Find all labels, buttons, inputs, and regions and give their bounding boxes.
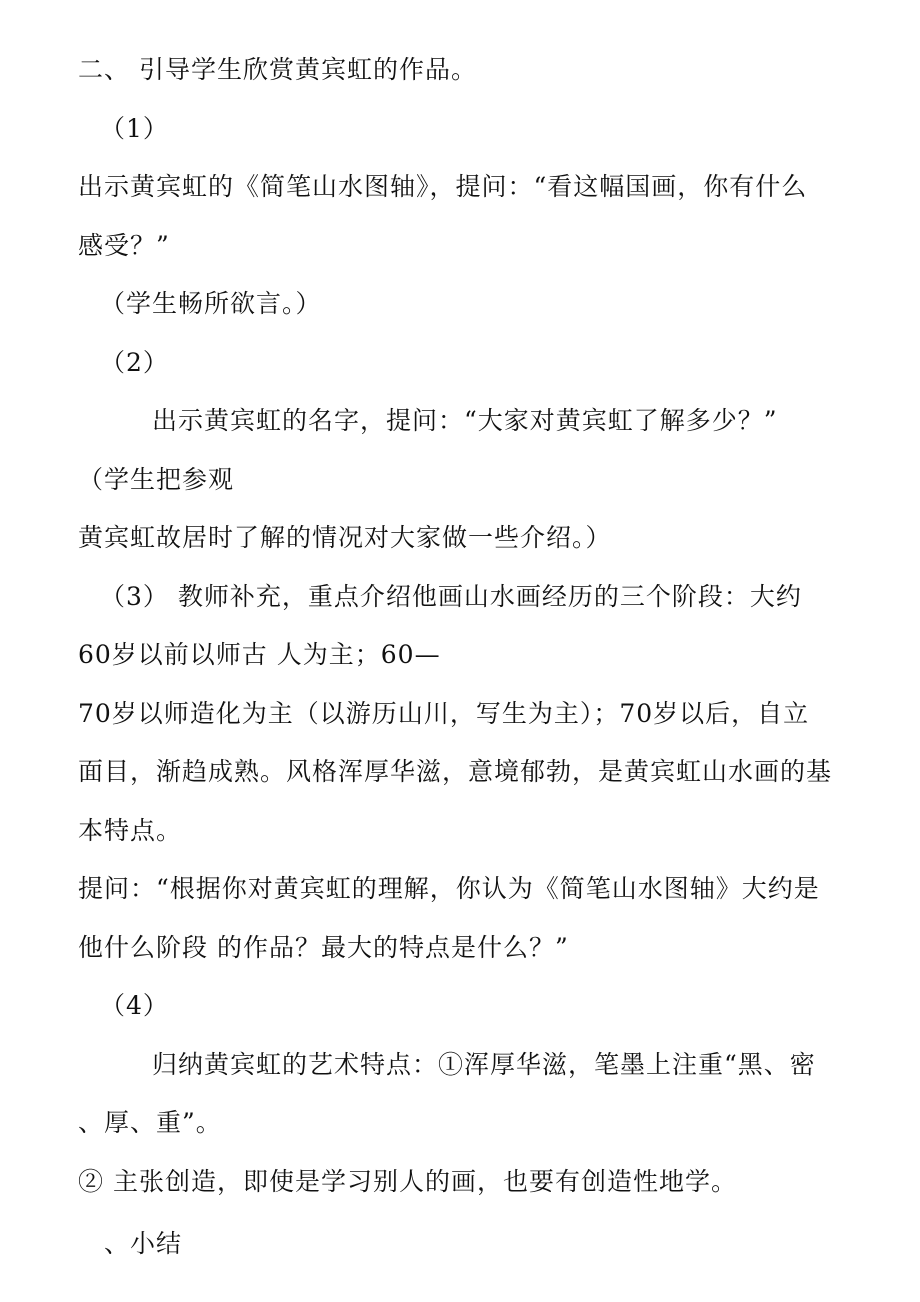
paragraph-line: 60岁以前以师古 人为主；60— xyxy=(78,640,441,669)
paragraph-line: 归纳黄宾虹的艺术特点：①浑厚华滋，笔墨上注重“黑、密 xyxy=(152,1050,816,1079)
paragraph-line: 出示黄宾虹的名字，提问：“大家对黄宾虹了解多少？” xyxy=(152,406,778,435)
summary-heading: 、小结 xyxy=(104,1229,183,1258)
paragraph-line: （学生把参观 xyxy=(78,465,235,494)
paragraph-line: 他什么阶段 的作品？最大的特点是什么？” xyxy=(78,933,569,962)
section-heading: 二、 引导学生欣赏黄宾虹的作品。 xyxy=(78,55,477,84)
paragraph-line: 感受？” xyxy=(78,231,170,260)
paragraph-line: 70岁以师造化为主（以游历山川，写生为主）；70岁以后，自立 xyxy=(78,699,810,728)
step-number-4: （4） xyxy=(100,991,169,1020)
paragraph-line: 本特点。 xyxy=(78,816,183,845)
paragraph-line: （3） 教师补充，重点介绍他画山水画经历的三个阶段：大约 xyxy=(100,582,802,611)
paragraph-line: 出示黄宾虹的《简笔山水图轴》，提问：“看这幅国画，你有什么 xyxy=(78,172,808,201)
paragraph-line: （学生畅所欲言。） xyxy=(100,289,322,318)
paragraph-line: 黄宾虹故居时了解的情况对大家做一些介绍。） xyxy=(78,523,612,552)
paragraph-line: 、厚、重”。 xyxy=(78,1108,222,1137)
paragraph-line: 面目，渐趋成熟。风格浑厚华滋，意境郁勃，是黄宾虹山水画的基 xyxy=(78,757,833,786)
paragraph-line: ② 主张创造，即使是学习别人的画，也要有创造性地学。 xyxy=(78,1167,737,1196)
paragraph-line: 提问：“根据你对黄宾虹的理解，你认为《简笔山水图轴》大约是 xyxy=(78,874,820,903)
step-number-1: （1） xyxy=(100,114,169,143)
step-number-2: （2） xyxy=(100,348,169,377)
